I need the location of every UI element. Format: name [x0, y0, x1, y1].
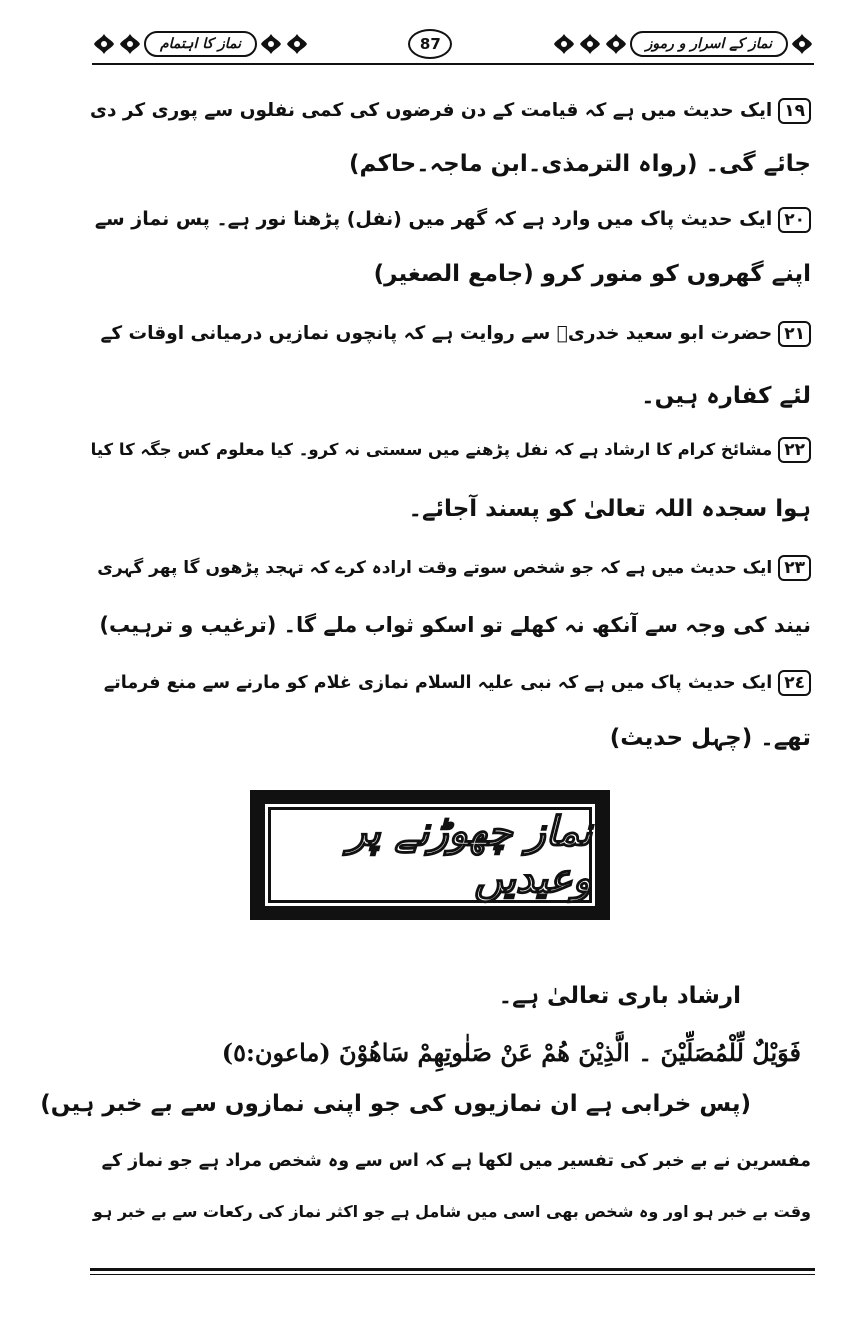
item-text: ایک حدیث پاک میں ہے کہ نبی علیہ السلام نمازی غلام کو مارنے سے منع فرماتے [103, 673, 773, 693]
verse-translation: (پس خرابی ہے ان نمازیوں کی جو اپنی نمازوں سے بے خبر ہیں) [40, 1091, 751, 1117]
floral-ornament-icon [259, 32, 283, 56]
item-number: ٢٤ [778, 670, 811, 696]
section-intro: ارشاد باری تعالیٰ ہے۔ [498, 983, 741, 1009]
floral-ornament-icon [552, 32, 576, 56]
item-23-line2: نیند کی وجہ سے آنکھ نہ کھلے تو اسکو ثواب ملے گا۔ (ترغیب و ترہیب) [99, 613, 811, 637]
item-text: ایک حدیث میں ہے کہ جو شخص سوتے وقت ارادہ کرے کہ تہجد پڑھوں گا پھر گہری [97, 558, 773, 578]
footer-divider [90, 1268, 815, 1271]
section-title-frame [265, 804, 595, 906]
item-22-line2: ہوا سجدہ اللہ تعالیٰ کو پسند آجائے۔ [408, 496, 811, 522]
page-header [92, 28, 814, 60]
paragraph-line2: وقت بے خبر ہو اور وہ شخص بھی اسی میں شامل ہے جو اکثر نماز کی رکعات سے بے خبر ہو [92, 1202, 811, 1221]
item-21-line1 [101, 321, 811, 347]
floral-ornament-icon [285, 32, 309, 56]
item-20-line1 [95, 207, 811, 233]
item-number: ١٩ [778, 98, 811, 124]
quran-verse: فَوَيْلٌ لِّلْمُصَلِّيْنَ ۔ الَّذِيْنَ هُمْ عَنْ صَلٰوتِهِمْ سَاهُوْنَ (ماعون:٥) [221, 1038, 801, 1067]
item-21-line2: لئے کفارہ ہیں۔ [641, 383, 811, 409]
item-24-line1 [104, 670, 811, 696]
item-number: ٢٢ [778, 437, 811, 463]
item-22-line1 [91, 437, 811, 463]
book-title-label: نماز کے اسرار و رموز [630, 31, 788, 57]
floral-ornament-icon [578, 32, 602, 56]
footer-divider-thin [90, 1274, 815, 1275]
paragraph-line1: مفسرین نے بے خبر کی تفسیر میں لکھا ہے کہ اس سے وہ شخص مراد ہے جو نماز کے [101, 1151, 811, 1171]
item-number: ٢٣ [778, 555, 811, 581]
item-number: ٢٠ [778, 207, 811, 233]
item-24-line2: تھے۔ (چہل حدیث) [609, 725, 811, 751]
page-number: 87 [408, 29, 452, 59]
item-text: مشائخ کرام کا ارشاد ہے کہ نفل پڑھنے میں سستی نہ کرو۔ کیا معلوم کس جگہ کا کیا [90, 440, 773, 459]
ornament-group-right [552, 31, 814, 57]
floral-ornament-icon [92, 32, 116, 56]
item-text: ایک حدیث میں ہے کہ قیامت کے دن فرضوں کی کمی نفلوں سے پوری کر دی [90, 100, 773, 121]
header-divider [92, 63, 814, 65]
floral-ornament-icon [604, 32, 628, 56]
item-number: ٢١ [778, 321, 811, 347]
ornament-group-left [92, 31, 309, 57]
floral-ornament-icon [790, 32, 814, 56]
item-19-line2: جائے گی۔ (رواہ الترمذی۔ابن ماجہ۔حاکم) [349, 151, 811, 177]
section-title: نماز چھوڑنے پر وعیدیں [347, 808, 592, 902]
item-19-line1 [90, 98, 811, 124]
chapter-title-label: نماز کا اہتمام [144, 31, 257, 57]
floral-ornament-icon [118, 32, 142, 56]
section-title-box [250, 790, 610, 920]
item-text: حضرت ابو سعید خدریؓ سے روایت ہے کہ پانچوں نمازیں درمیانی اوقات کے [100, 323, 773, 344]
item-20-line2: اپنے گھروں کو منور کرو (جامع الصغیر) [373, 261, 811, 287]
item-23-line1 [97, 555, 811, 581]
item-text: ایک حدیث پاک میں وارد ہے کہ گھر میں (نفل) پڑھنا نور ہے۔ پس نماز سے [94, 208, 773, 230]
